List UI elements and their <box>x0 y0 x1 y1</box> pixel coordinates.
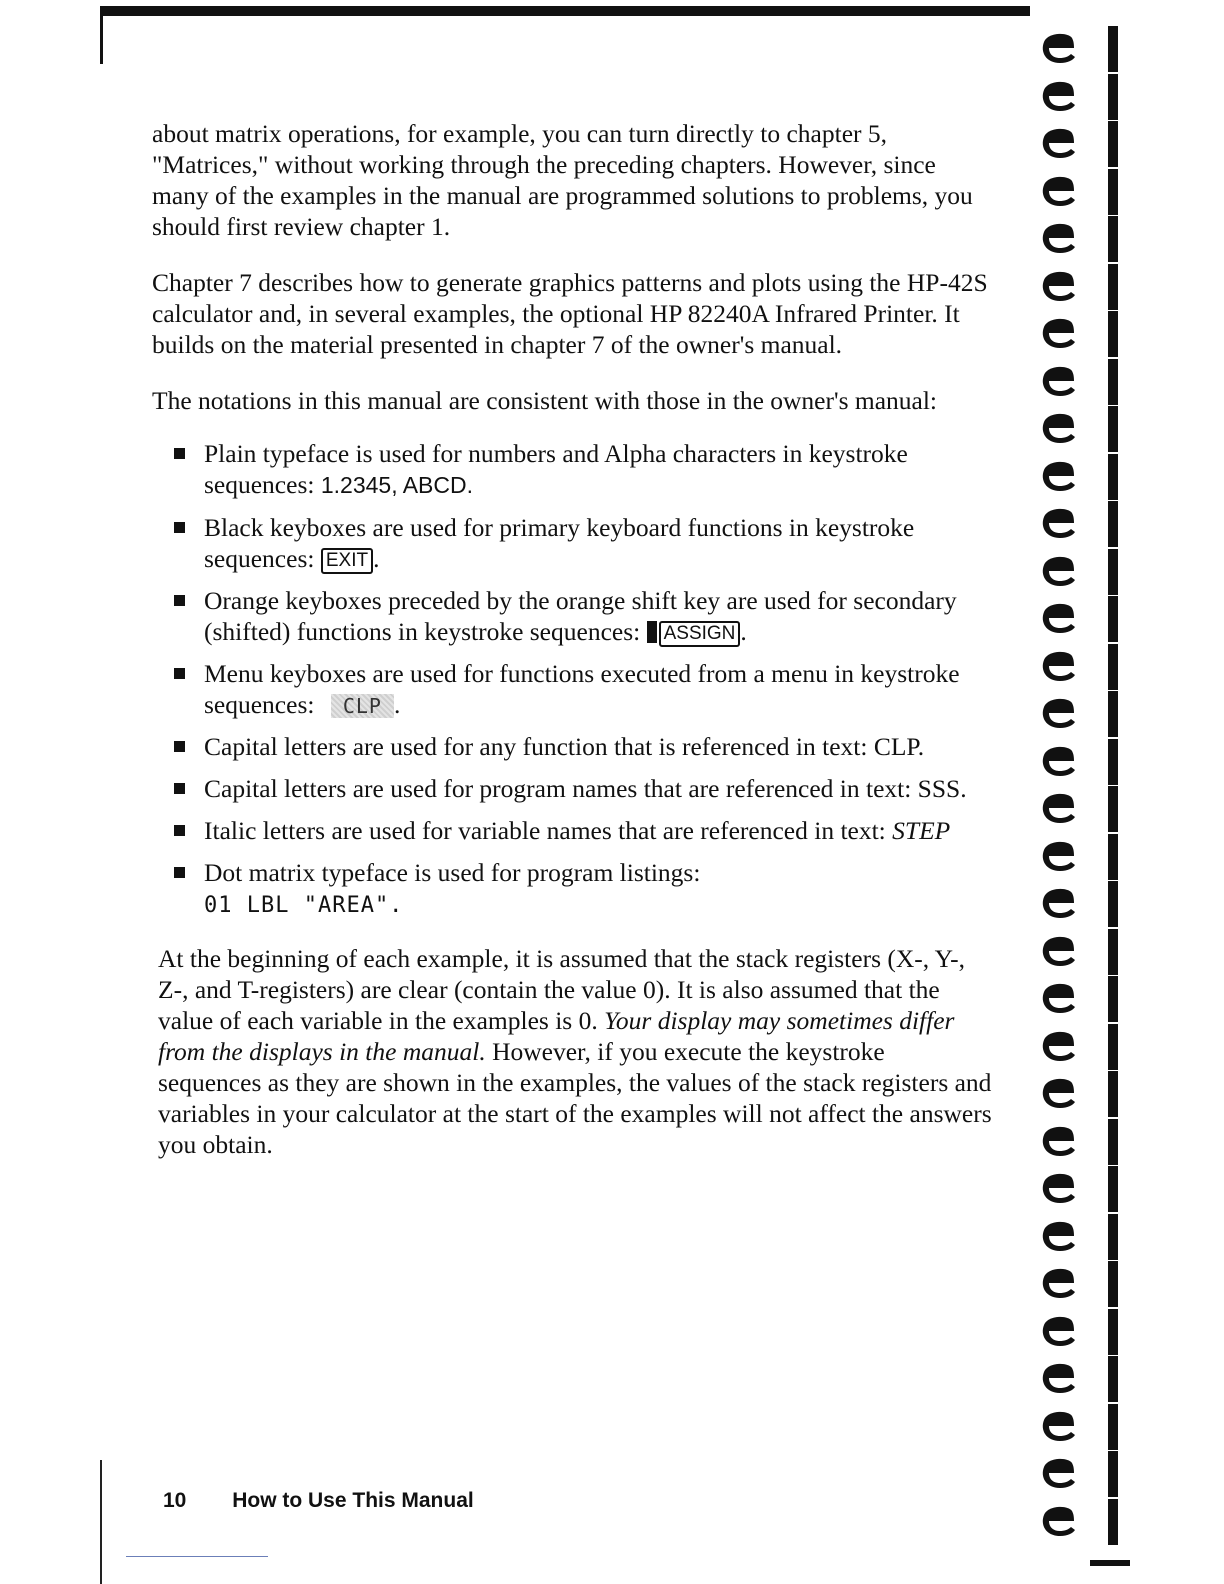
binding-ring-icon <box>1038 1455 1082 1491</box>
binding-ring-icon <box>1038 790 1082 826</box>
binding-ring-icon <box>1038 1360 1082 1396</box>
binding-hole-bar <box>1108 881 1118 927</box>
list-item-text: Menu keyboxes are used for functions executed from a menu in keystroke sequences: <box>204 659 960 719</box>
binding-ring-icon <box>1038 220 1082 256</box>
binding-ring-icon <box>1038 648 1082 684</box>
bullet-icon <box>174 668 185 679</box>
assign-keybox: ASSIGN <box>659 621 741 647</box>
binding-ring-icon <box>1038 1408 1082 1444</box>
binding-ring-icon <box>1038 1503 1082 1539</box>
bullet-icon <box>174 783 185 794</box>
left-border-bottom <box>100 1460 102 1584</box>
closing-text-2: However, if you execute the keystroke sequences as they are shown in the examples, the values of the stack registers and variables in your calculator at the start of the examples will not affect the answers you obtain. <box>158 1037 992 1159</box>
binding-ring-icon <box>1038 505 1082 541</box>
program-listing-example: 01 LBL "AREA". <box>204 893 404 918</box>
binding-ring-icon <box>1038 885 1082 921</box>
page-body <box>152 118 992 1185</box>
binding-hole-bar <box>1108 1356 1118 1402</box>
closing-text-1: At the beginning of each example, it is assumed that the stack registers (X-, Y-, Z-, and T-registers) are clear (contain the value 0). It is also assumed that the value of each variable in the examples is 0. <box>158 944 966 1035</box>
list-item: Menu keyboxes are used for functions executed from a menu in keystroke sequences: CLP . <box>170 658 992 720</box>
bullet-icon <box>174 867 185 878</box>
list-item-text: Capital letters are used for any function that is referenced in text: CLP. <box>204 732 925 761</box>
page-number: 10 <box>163 1489 187 1512</box>
binding-ring-icon <box>1038 1265 1082 1301</box>
page-footer <box>163 1489 474 1513</box>
binding-hole-bar <box>1108 454 1118 500</box>
list-item-text: Orange keyboxes preceded by the orange shift key are used for secondary (shifted) functions in keystroke sequences: <box>204 586 957 646</box>
list-item <box>170 731 992 762</box>
list-item-text: Capital letters are used for program names that are referenced in text: SSS. <box>204 774 967 803</box>
binding-hole-bar <box>1108 169 1118 215</box>
list-item-text: Italic letters are used for variable names that are referenced in text: <box>204 816 893 845</box>
binding-ring-icon <box>1038 1170 1082 1206</box>
binding-hole-bar <box>1108 1499 1118 1545</box>
binding-hole-bar <box>1108 74 1118 120</box>
bullet-icon <box>174 825 185 836</box>
list-item: Orange keyboxes preceded by the orange shift key are used for secondary (shifted) functions in keystroke sequences: ASSIGN . <box>170 585 992 647</box>
binding-hole-bar <box>1108 644 1118 690</box>
bullet-icon <box>174 741 185 752</box>
binding-hole-bar <box>1108 1119 1118 1165</box>
list-item <box>170 773 992 804</box>
section-title: How to Use This Manual <box>232 1489 474 1512</box>
binding-hole-bar <box>1108 359 1118 405</box>
binding-hole-bar <box>1108 216 1118 262</box>
footer-rule <box>126 1556 268 1557</box>
binding-hole-bar <box>1108 691 1118 737</box>
notation-list <box>152 438 992 921</box>
binding-hole-bar <box>1108 264 1118 310</box>
binding-hole-bar <box>1108 976 1118 1022</box>
binding-hole-bar <box>1108 549 1118 595</box>
bullet-icon <box>174 522 185 533</box>
left-border <box>100 6 103 64</box>
binding-hole-bar <box>1108 26 1118 72</box>
binding-hole-bar <box>1108 501 1118 547</box>
top-border <box>100 6 1030 16</box>
binding-hole-bar <box>1108 406 1118 452</box>
binding-ring-icon <box>1038 980 1082 1016</box>
binding-ring-icon <box>1038 30 1082 66</box>
binding-ring-icon <box>1038 743 1082 779</box>
binding-hole-bar <box>1108 739 1118 785</box>
spiral-binding <box>1038 20 1128 1560</box>
binding-hole-bar <box>1108 1024 1118 1070</box>
exit-keybox: EXIT <box>321 548 373 574</box>
binding-ring-icon <box>1038 1123 1082 1159</box>
plain-typeface-example: 1.2345, ABCD. <box>320 472 473 498</box>
list-item <box>170 815 992 846</box>
binding-hole-bar <box>1108 834 1118 880</box>
binding-ring-icon <box>1038 125 1082 161</box>
variable-name-example: STEP <box>892 816 951 845</box>
binding-hole-bar <box>1108 1309 1118 1355</box>
binding-hole-bar <box>1108 786 1118 832</box>
binding-ring-icon <box>1038 1313 1082 1349</box>
binding-ring-icon <box>1038 553 1082 589</box>
list-item: Black keyboxes are used for primary keyboard functions in keystroke sequences: EXIT . <box>170 512 992 574</box>
closing-italic-text: Your display may sometimes differ from the displays in the manual. <box>158 1006 955 1066</box>
binding-hole-bar <box>1108 1261 1118 1307</box>
bottom-border <box>1090 1560 1130 1566</box>
bullet-icon <box>174 448 185 459</box>
binding-ring-icon <box>1038 695 1082 731</box>
binding-ring-icon <box>1038 838 1082 874</box>
notations-paragraph: The notations in this manual are consistent with those in the owner's manual: <box>152 386 938 415</box>
clp-menu-keybox: CLP <box>331 694 394 718</box>
binding-ring-icon <box>1038 1028 1082 1064</box>
binding-hole-bar <box>1108 929 1118 975</box>
binding-ring-icon <box>1038 1075 1082 1111</box>
closing-paragraph <box>158 943 992 1160</box>
binding-hole-bar <box>1108 121 1118 167</box>
chapter-7-paragraph: Chapter 7 describes how to generate graphics patterns and plots using the HP-42S calculator and, in several examples, the optional HP 82240A Infrared Printer. It builds on the material presented in chapter 7 of the owner's manual. <box>152 268 988 359</box>
list-item-text: Plain typeface is used for numbers and Alpha characters in keystroke sequences: <box>204 439 908 499</box>
binding-hole-bar <box>1108 1166 1118 1212</box>
binding-ring-icon <box>1038 1218 1082 1254</box>
binding-ring-icon <box>1038 78 1082 114</box>
binding-ring-icon <box>1038 410 1082 446</box>
binding-ring-icon <box>1038 600 1082 636</box>
binding-hole-bar <box>1108 1071 1118 1117</box>
list-item-text: Black keyboxes are used for primary keyboard functions in keystroke sequences: <box>204 513 915 573</box>
binding-hole-bar <box>1108 311 1118 357</box>
binding-ring-icon <box>1038 268 1082 304</box>
binding-ring-icon <box>1038 458 1082 494</box>
list-item <box>170 438 992 501</box>
binding-ring-icon <box>1038 315 1082 351</box>
intro-paragraph: about matrix operations, for example, you can turn directly to chapter 5, "Matrices," without working through the preceding chapters. However, since many of the examples in the manual are programmed solutions to problems, you should first review chapter 1. <box>152 119 973 241</box>
binding-hole-bar <box>1108 1451 1118 1497</box>
binding-hole-bar <box>1108 1214 1118 1260</box>
binding-hole-bar <box>1108 596 1118 642</box>
shift-key-icon <box>647 621 657 643</box>
list-item-text: Dot matrix typeface is used for program listings: <box>204 858 701 887</box>
binding-ring-icon <box>1038 933 1082 969</box>
binding-hole-bar <box>1108 1404 1118 1450</box>
binding-ring-icon <box>1038 173 1082 209</box>
binding-ring-icon <box>1038 363 1082 399</box>
list-item <box>170 857 992 921</box>
bullet-icon <box>174 595 185 606</box>
